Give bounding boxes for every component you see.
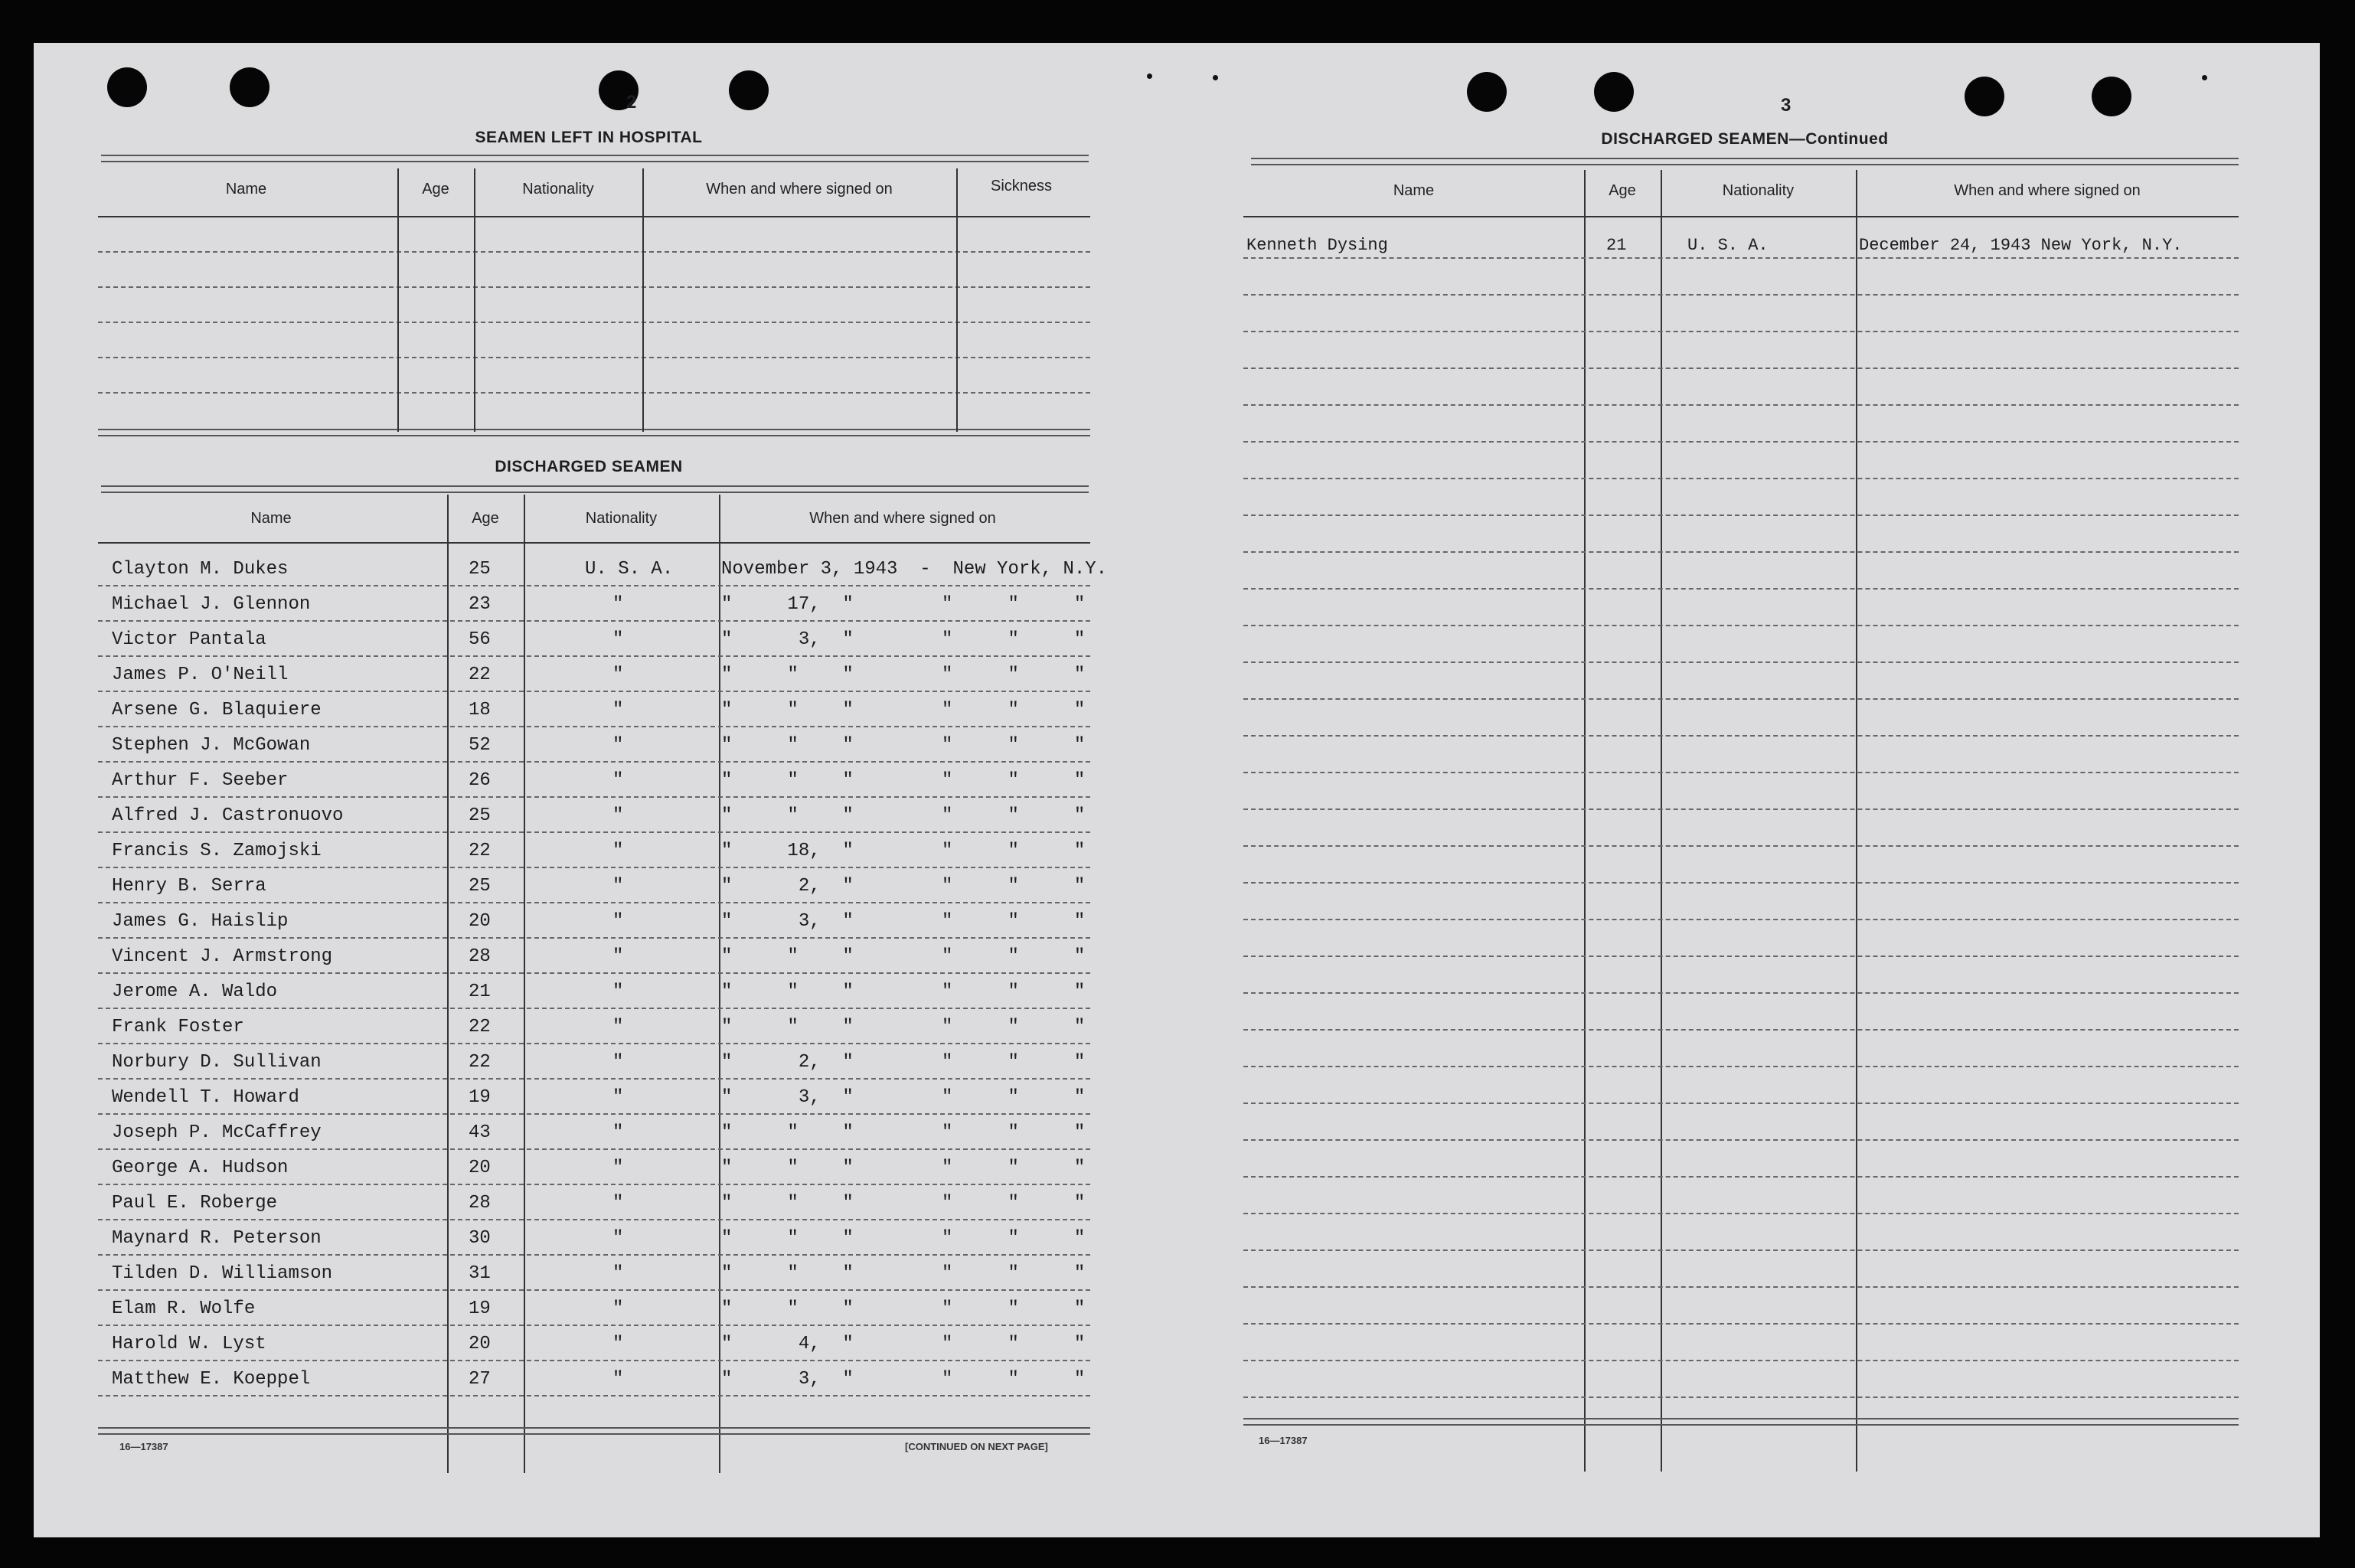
cell-name: Alfred J. Castronuovo: [112, 805, 344, 826]
cell-nationality: ": [612, 946, 624, 967]
rule: [1243, 956, 2239, 957]
cell-when-where: November 3, 1943 - New York, N.Y.: [721, 559, 1108, 580]
cell-nationality: ": [612, 876, 624, 897]
col-divider: [642, 168, 644, 432]
col-when-where: When and where signed on: [809, 510, 996, 527]
rule: [98, 585, 1090, 586]
col-when-where: When and where signed on: [1954, 182, 2141, 199]
cell-when-where: " " " " " ": [721, 946, 1086, 967]
col-nationality: Nationality: [585, 510, 658, 527]
cell-age: 28: [469, 1193, 491, 1214]
rule: [1243, 1418, 2239, 1426]
speck: [1213, 75, 1218, 80]
rule: [1243, 1360, 2239, 1361]
page-number: 2: [626, 92, 637, 113]
rule: [98, 1219, 1090, 1220]
cell-age: 28: [469, 946, 491, 967]
cell-nationality: ": [612, 700, 624, 720]
col-age: Age: [422, 181, 449, 198]
cell-nationality: ": [612, 911, 624, 932]
rule: [98, 1113, 1090, 1115]
rule: [98, 1360, 1090, 1361]
rule: [1243, 882, 2239, 884]
cell-age: 22: [469, 1052, 491, 1073]
rule: [1243, 662, 2239, 663]
cell-when-where: December 24, 1943 New York, N.Y.: [1859, 236, 2183, 255]
cell-nationality: ": [612, 1087, 624, 1108]
rule: [98, 1184, 1090, 1185]
rule: [1243, 1066, 2239, 1067]
cell-when-where: " " " " " ": [721, 1228, 1086, 1249]
cell-name: Kenneth Dysing: [1246, 236, 1388, 255]
cell-when-where: " 3, " " " ": [721, 1087, 1086, 1108]
rule: [1243, 625, 2239, 626]
title-suffix: —Continued: [1788, 130, 1889, 148]
cell-age: 20: [469, 911, 491, 932]
cell-nationality: ": [612, 1017, 624, 1037]
cell-nationality: ": [612, 735, 624, 756]
rule: [1243, 1250, 2239, 1251]
rule: [98, 251, 1090, 253]
cell-name: Norbury D. Sullivan: [112, 1052, 322, 1073]
cell-age: 43: [469, 1122, 491, 1143]
rule: [1243, 1029, 2239, 1031]
cell-name: Arthur F. Seeber: [112, 770, 289, 791]
cell-when-where: " 3, " " " ": [721, 629, 1086, 650]
cell-name: Michael J. Glennon: [112, 594, 311, 615]
rule: [1243, 772, 2239, 773]
cell-nationality: ": [612, 982, 624, 1002]
rule: [1243, 1396, 2239, 1398]
cell-when-where: " 3, " " " ": [721, 911, 1086, 932]
rule: [1243, 368, 2239, 369]
cell-when-where: " " " " " ": [721, 805, 1086, 826]
cell-name: Paul E. Roberge: [112, 1193, 278, 1214]
document-sheet: [34, 43, 2320, 1537]
rule: [1243, 441, 2239, 443]
cell-age: 26: [469, 770, 491, 791]
cell-age: 23: [469, 594, 491, 615]
col-divider: [956, 168, 958, 432]
col-divider: [1856, 170, 1857, 1472]
cell-name: Matthew E. Koeppel: [112, 1369, 311, 1390]
rule: [98, 216, 1090, 217]
cell-when-where: " 18, " " " ": [721, 841, 1086, 861]
cell-age: 56: [469, 629, 491, 650]
cell-age: 19: [469, 1298, 491, 1319]
rule: [1243, 404, 2239, 406]
rule: [1243, 1139, 2239, 1141]
cell-name: Victor Pantala: [112, 629, 266, 650]
cell-age: 52: [469, 735, 491, 756]
cell-name: Joseph P. McCaffrey: [112, 1122, 322, 1143]
rule: [98, 429, 1090, 436]
cell-name: Francis S. Zamojski: [112, 841, 322, 861]
rule: [1243, 551, 2239, 553]
col-nationality: Nationality: [1722, 182, 1795, 199]
cell-age: 22: [469, 1017, 491, 1037]
rule: [1243, 698, 2239, 700]
rule: [1243, 216, 2239, 217]
rule: [98, 1289, 1090, 1291]
rule: [98, 831, 1090, 833]
cell-nationality: ": [612, 1052, 624, 1073]
rule: [98, 726, 1090, 727]
cell-name: Jerome A. Waldo: [112, 982, 278, 1002]
cell-when-where: " " " " " ": [721, 982, 1086, 1002]
rule: [101, 485, 1089, 493]
cell-name: Stephen J. McGowan: [112, 735, 311, 756]
col-nationality: Nationality: [522, 181, 594, 198]
rule: [98, 322, 1090, 323]
rule: [98, 392, 1090, 394]
cell-name: James P. O'Neill: [112, 665, 289, 685]
cell-when-where: " 17, " " " ": [721, 594, 1086, 615]
rule: [98, 620, 1090, 622]
cell-when-where: " " " " " ": [721, 1158, 1086, 1178]
cell-age: 25: [469, 805, 491, 826]
rule: [98, 1148, 1090, 1150]
cell-name: Clayton M. Dukes: [112, 559, 289, 580]
cell-age: 30: [469, 1228, 491, 1249]
rule: [1251, 158, 2239, 165]
cell-age: 22: [469, 665, 491, 685]
cell-when-where: " " " " " ": [721, 735, 1086, 756]
cell-when-where: " " " " " ": [721, 1298, 1086, 1319]
cell-age: 21: [469, 982, 491, 1002]
cell-age: 21: [1606, 236, 1627, 255]
rule: [1243, 808, 2239, 810]
cell-age: 25: [469, 876, 491, 897]
cell-name: Frank Foster: [112, 1017, 244, 1037]
cell-when-where: " " " " " ": [721, 1017, 1086, 1037]
cell-name: Maynard R. Peterson: [112, 1228, 322, 1249]
col-name: Name: [225, 181, 267, 198]
cell-when-where: " " " " " ": [721, 700, 1086, 720]
cell-name: Wendell T. Howard: [112, 1087, 299, 1108]
col-sickness: Sickness: [990, 178, 1053, 194]
cell-nationality: ": [612, 770, 624, 791]
cell-when-where: " 3, " " " ": [721, 1369, 1086, 1390]
col-when-where: When and where signed on: [706, 181, 893, 198]
cell-nationality: ": [612, 665, 624, 685]
rule: [98, 937, 1090, 939]
cell-name: Vincent J. Armstrong: [112, 946, 333, 967]
cell-nationality: ": [612, 1193, 624, 1214]
cell-age: 27: [469, 1369, 491, 1390]
cell-name: Tilden D. Williamson: [112, 1263, 333, 1284]
col-name: Name: [1393, 182, 1435, 199]
rule: [1243, 514, 2239, 516]
col-name: Name: [250, 510, 292, 527]
rule: [98, 761, 1090, 763]
rule: [1243, 588, 2239, 590]
cell-nationality: ": [612, 1298, 624, 1319]
cell-age: 31: [469, 1263, 491, 1284]
hospital-section-title: SEAMEN LEFT IN HOSPITAL: [475, 129, 703, 146]
rule: [1243, 331, 2239, 332]
discharged-section-title: DISCHARGED SEAMEN: [495, 458, 683, 475]
left-page: [95, 43, 1159, 1537]
cell-age: 19: [469, 1087, 491, 1108]
cell-name: James G. Haislip: [112, 911, 289, 932]
rule: [98, 1427, 1090, 1435]
cell-nationality: ": [612, 629, 624, 650]
discharged-continued-title: [1251, 130, 2239, 149]
page-number: 3: [1781, 95, 1792, 116]
rule: [1243, 735, 2239, 737]
cell-nationality: ": [612, 1122, 624, 1143]
cell-when-where: " " " " " ": [721, 1193, 1086, 1214]
cell-name: Elam R. Wolfe: [112, 1298, 256, 1319]
continued-note: [CONTINUED ON NEXT PAGE]: [905, 1441, 1048, 1452]
cell-nationality: ": [612, 1334, 624, 1354]
rule: [1243, 845, 2239, 847]
rule: [98, 1395, 1090, 1396]
rule: [1243, 1323, 2239, 1325]
cell-age: 25: [469, 559, 491, 580]
rule: [98, 655, 1090, 657]
rule: [98, 972, 1090, 974]
rule: [98, 1325, 1090, 1326]
form-number: 16—17387: [1259, 1435, 1308, 1446]
rule: [1243, 1213, 2239, 1214]
cell-name: Henry B. Serra: [112, 876, 266, 897]
cell-age: 20: [469, 1334, 491, 1354]
form-number: 16—17387: [119, 1441, 168, 1452]
cell-when-where: " " " " " ": [721, 770, 1086, 791]
rule: [101, 155, 1089, 162]
cell-name: George A. Hudson: [112, 1158, 289, 1178]
cell-when-where: " 2, " " " ": [721, 1052, 1086, 1073]
rule: [1243, 1176, 2239, 1178]
rule: [1243, 257, 2239, 259]
col-divider: [1584, 170, 1586, 1472]
cell-age: 22: [469, 841, 491, 861]
cell-nationality: ": [612, 594, 624, 615]
cell-nationality: ": [612, 841, 624, 861]
cell-when-where: " 4, " " " ": [721, 1334, 1086, 1354]
col-divider: [397, 168, 399, 432]
rule: [98, 1008, 1090, 1009]
rule: [98, 1043, 1090, 1044]
rule: [98, 1254, 1090, 1256]
rule: [98, 902, 1090, 903]
rule: [1243, 1102, 2239, 1104]
cell-name: Arsene G. Blaquiere: [112, 700, 322, 720]
col-age: Age: [472, 510, 499, 527]
table-row: [1236, 236, 2277, 266]
cell-nationality: ": [612, 1158, 624, 1178]
col-divider: [1661, 170, 1662, 1472]
cell-when-where: " " " " " ": [721, 1122, 1086, 1143]
rule: [1243, 294, 2239, 296]
cell-name: Harold W. Lyst: [112, 1334, 266, 1354]
cell-nationality: U. S. A.: [1687, 236, 1769, 255]
rule: [98, 796, 1090, 798]
rule: [98, 286, 1090, 288]
cell-nationality: ": [612, 1263, 624, 1284]
cell-nationality: ": [612, 1228, 624, 1249]
rule: [1243, 992, 2239, 994]
cell-nationality: ": [612, 805, 624, 826]
rule: [98, 357, 1090, 358]
rule: [1243, 1286, 2239, 1288]
rule: [1243, 478, 2239, 479]
cell-nationality: ": [612, 1369, 624, 1390]
rule: [98, 691, 1090, 692]
col-divider: [474, 168, 475, 432]
cell-when-where: " 2, " " " ": [721, 876, 1086, 897]
rule: [98, 1078, 1090, 1080]
cell-nationality: U. S. A.: [585, 559, 674, 580]
rule: [98, 867, 1090, 868]
cell-when-where: " " " " " ": [721, 665, 1086, 685]
col-age: Age: [1609, 182, 1636, 199]
rule: [1243, 919, 2239, 920]
cell-when-where: " " " " " ": [721, 1263, 1086, 1284]
cell-age: 20: [469, 1158, 491, 1178]
title-main: DISCHARGED SEAMEN: [1601, 130, 1789, 148]
rule: [98, 542, 1090, 544]
right-page: [1236, 43, 2292, 1537]
cell-age: 18: [469, 700, 491, 720]
